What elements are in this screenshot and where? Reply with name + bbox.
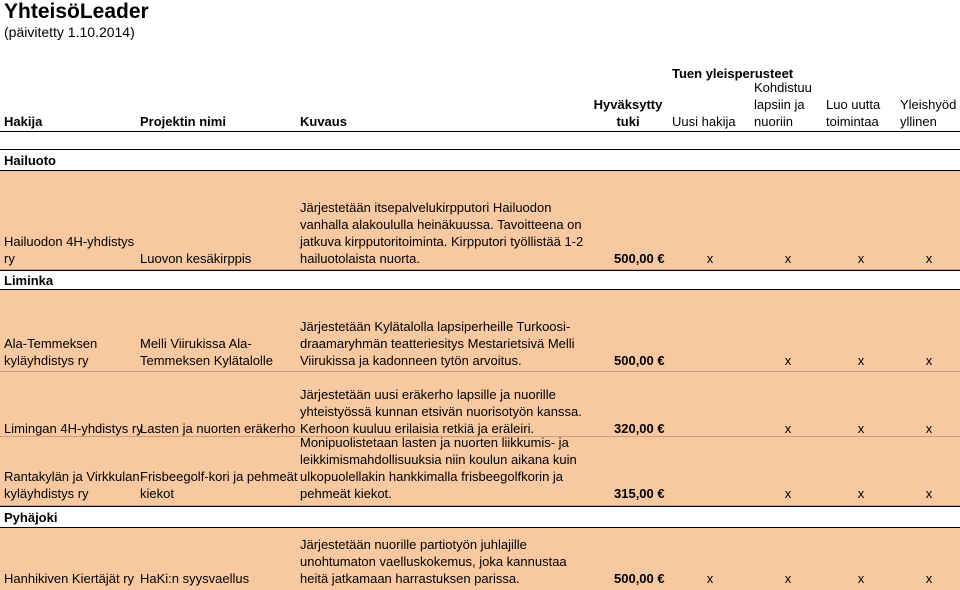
region-liminka: Liminka — [0, 270, 960, 290]
cell-uusi: x — [706, 251, 714, 266]
page-subtitle: (päivitetty 1.10.2014) — [4, 24, 135, 40]
cell-luo: x — [857, 421, 865, 436]
cell-hakija: Ala-Temmeksen kyläyhdistys ry — [4, 336, 98, 368]
cell-kuvaus: Järjestetään Kylätalolla lapsiperheille Turkoosi- draamaryhmän teatteriesitys Mestarietsivä Melli Viirukissa ja kadonneen tytön arvoitus. — [300, 319, 575, 368]
header-group-label: Tuen yleisperusteet — [672, 66, 794, 81]
cell-kohdistuu: x — [784, 353, 792, 368]
table-row — [0, 171, 960, 270]
table-row — [0, 290, 960, 372]
cell-yleis: x — [925, 353, 933, 368]
table-row — [0, 437, 960, 506]
cell-kuvaus: Monipuolistetaan lasten ja nuorten liikkumis- ja leikkimismahdollisuuksia niin koulun aikana kuin ulkopuolellakin hankkimalla frisbeegolfkorin ja pehmeät kiekot. — [300, 435, 577, 501]
col-header-kuvaus: Kuvaus — [300, 114, 347, 129]
cell-kohdistuu: x — [784, 421, 792, 436]
col-header-hyvaksytty: Hyväksytty tuki — [593, 97, 663, 129]
cell-hakija: Limingan 4H-yhdistys ry — [4, 421, 143, 436]
cell-luo: x — [857, 486, 865, 501]
cell-tuki: 315,00 € — [614, 486, 665, 501]
region-hailuoto: Hailuoto — [0, 149, 960, 171]
table-row — [0, 528, 960, 590]
cell-hakija: Hanhikiven Kiertäjät ry — [4, 571, 135, 586]
cell-projekti: Lasten ja nuorten eräkerho — [140, 421, 296, 436]
cell-kuvaus: Järjestetään nuorille partiotyön juhlajille unohtumaton vaelluskokemus, joka kannustaa heitä jatkamaan harrastuksen parissa. — [300, 537, 567, 586]
cell-yleis: x — [925, 571, 933, 586]
col-header-yleis: Yleishyöd yllinen — [900, 97, 957, 129]
cell-tuki: 500,00 € — [614, 251, 665, 266]
cell-uusi: x — [706, 571, 714, 586]
cell-tuki: 500,00 € — [614, 353, 665, 368]
cell-yleis: x — [925, 421, 933, 436]
col-header-hakija: Hakija — [4, 114, 43, 129]
cell-luo: x — [857, 571, 865, 586]
header-divider — [0, 131, 960, 132]
cell-yleis: x — [925, 486, 933, 501]
cell-luo: x — [857, 251, 865, 266]
region-pyhajoki: Pyhäjoki — [0, 506, 960, 528]
cell-projekti: HaKi:n syysvaellus — [140, 571, 250, 586]
page-title: YhteisöLeader — [4, 0, 149, 23]
cell-tuki: 320,00 € — [614, 421, 665, 436]
col-header-uusi: Uusi hakija — [672, 114, 736, 129]
cell-kohdistuu: x — [784, 571, 792, 586]
cell-luo: x — [857, 353, 865, 368]
cell-yleis: x — [925, 251, 933, 266]
cell-tuki: 500,00 € — [614, 571, 665, 586]
col-header-projekti: Projektin nimi — [140, 114, 226, 129]
cell-projekti: Luovon kesäkirppis — [140, 251, 252, 266]
cell-kohdistuu: x — [784, 251, 792, 266]
table-row — [0, 372, 960, 437]
cell-hakija: Rantakylän ja Virkkulan kyläyhdistys ry — [4, 469, 140, 501]
cell-kuvaus: Järjestetään itsepalvelukirpputori Hailuodon vanhalla alakoululla heinäkuussa. Tavoitteena on jatkuva kirpputoritoiminta. Kirpputori työllistää 1-2 hailuotolaista nuorta. — [300, 200, 584, 266]
cell-hakija: Hailuodon 4H-yhdistys ry — [4, 234, 135, 266]
col-header-luo: Luo uutta toimintaa — [826, 97, 881, 129]
cell-kuvaus: Järjestetään uusi eräkerho lapsille ja nuorille yhteistyössä kunnan etsivän nuorisotyön kanssa. Kerhoon kuuluu erilaisia retkiä ja eräleiri. — [300, 387, 582, 436]
cell-projekti: Melli Viirukissa Ala- Temmeksen Kylätalolle — [140, 336, 273, 368]
cell-projekti: Frisbeegolf-kori ja pehmeät kiekot — [140, 469, 298, 501]
cell-kohdistuu: x — [784, 486, 792, 501]
col-header-kohdistuu: Kohdistuu lapsiin ja nuoriin — [754, 80, 812, 129]
